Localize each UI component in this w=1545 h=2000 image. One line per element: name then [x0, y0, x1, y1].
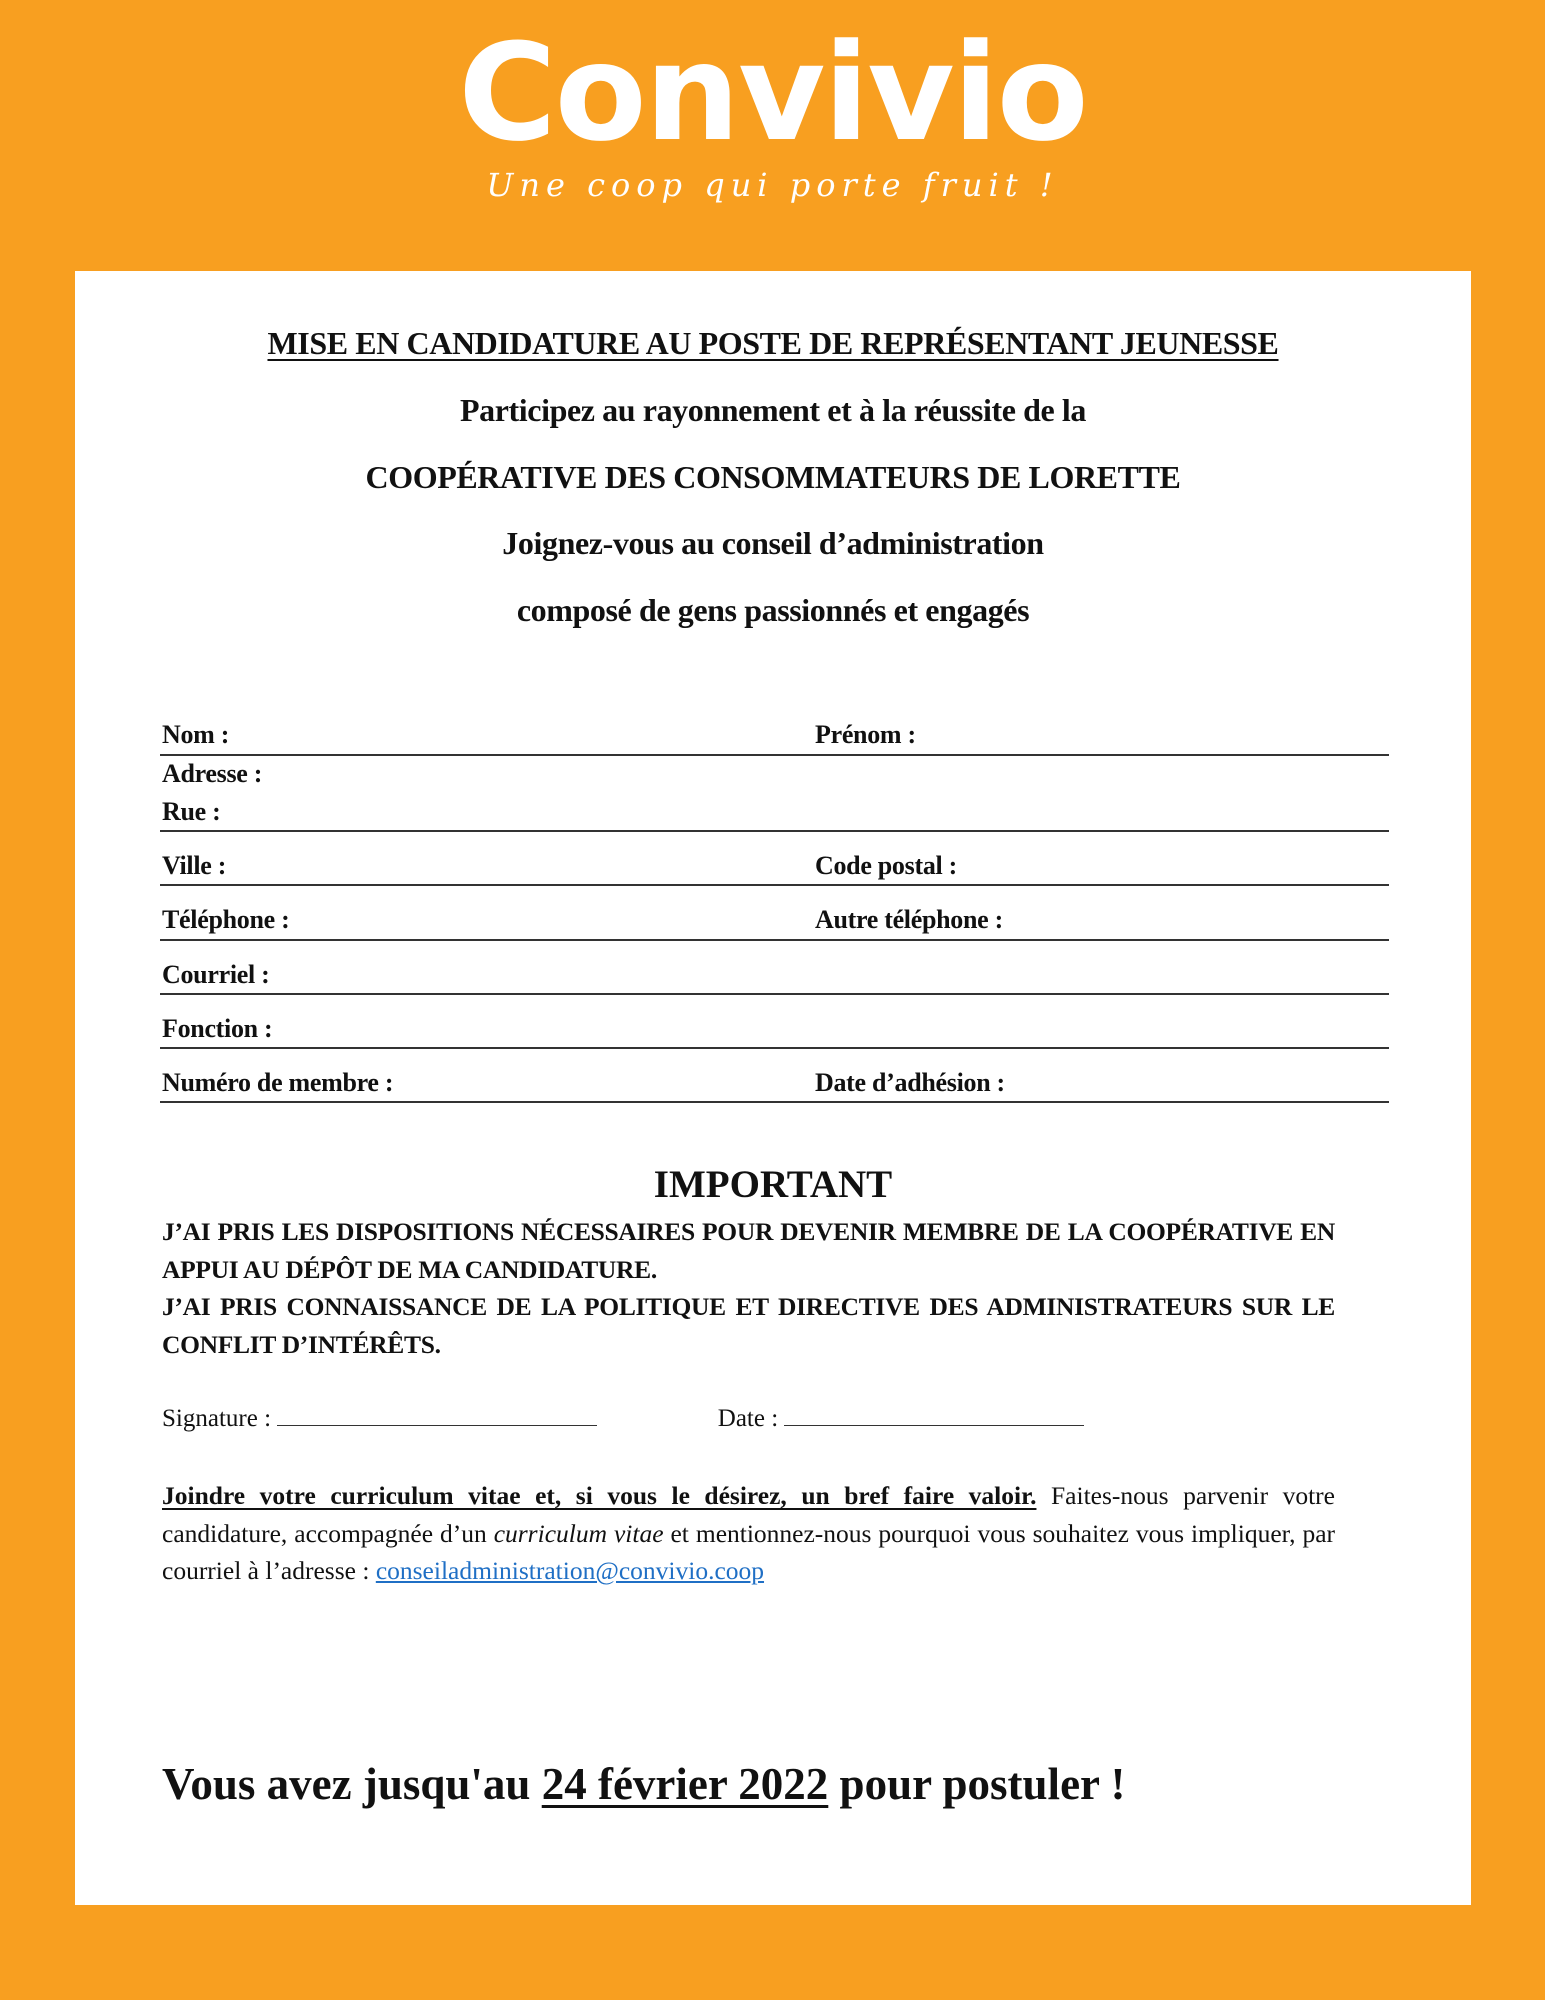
deadline-date: 24 février 2022 [541, 1759, 829, 1809]
fonction-field[interactable] [160, 1047, 1389, 1049]
brand-name: Convivio [458, 15, 1087, 171]
courriel-field[interactable] [160, 993, 1389, 995]
nom-field[interactable] [160, 754, 890, 756]
ville-label: Ville : [162, 851, 227, 880]
telephone-label: Téléphone : [162, 905, 290, 934]
ville-field[interactable] [160, 884, 815, 886]
statement-conflict-of-interest: J’AI PRIS CONNAISSANCE DE LA POLITIQUE ET DIRECTIVE DES ADMINISTRATEURS SUR LE CONFLIT D’INTÉRÊTS. [162, 1292, 1335, 1359]
statement-membership: J’AI PRIS LES DISPOSITIONS NÉCESSAIRES POUR DEVENIR MEMBRE DE LA COOPÉRATIVE EN APPUI AU DÉPÔT DE MA CANDIDATURE. [162, 1217, 1335, 1284]
prenom-label: Prénom : [815, 720, 916, 749]
header-line-1: Participez au rayonnement et à la réussite de la [459, 392, 1086, 428]
important-heading: IMPORTANT [653, 1163, 893, 1206]
header-line-4: composé de gens passionnés et engagés [516, 592, 1030, 628]
nom-label: Nom : [162, 720, 230, 749]
header-line-3: Joignez-vous au conseil d’administration [502, 525, 1044, 561]
important-statements [162, 1213, 1335, 1363]
instructions-paragraph: Joindre votre curriculum vitae et, si vous le désirez, un bref faire valoir. Faites-nous parvenir votre candidature, accompagnée d’un curriculum vitae et mentionnez-nous pourquoi vous souhaitez vous impliquer, par courriel à l’adresse : conseiladministration@convivio.coop [162, 1481, 1336, 1585]
rue-field[interactable] [160, 830, 1389, 832]
signature-label: Signature : [162, 1405, 272, 1432]
header-line-2: COOPÉRATIVE DES CONSOMMATEURS DE LORETTE [365, 459, 1181, 495]
brand-tagline: Une coop qui porte fruit ! [486, 166, 1059, 204]
courriel-label: Courriel : [162, 960, 270, 989]
date-label: Date : [717, 1405, 779, 1432]
rue-label: Rue : [162, 797, 221, 826]
date-adhesion-label: Date d’adhésion : [815, 1068, 1005, 1097]
signature-field[interactable] [277, 1403, 597, 1426]
signature-row [162, 1403, 1262, 1434]
numero-membre-label: Numéro de membre : [162, 1068, 394, 1097]
fonction-label: Fonction : [162, 1014, 273, 1043]
email-link[interactable]: conseiladministration@convivio.coop [375, 1556, 765, 1585]
code-postal-label: Code postal : [815, 851, 957, 880]
form-title: MISE EN CANDIDATURE AU POSTE DE REPRÉSENTANT JEUNESSE [267, 325, 1279, 361]
deadline-notice: Vous avez jusqu'au 24 février 2022 pour postuler ! [162, 1759, 1126, 1809]
prenom-field[interactable] [815, 754, 1389, 756]
numero-membre-field[interactable] [160, 1101, 815, 1103]
autre-telephone-field[interactable] [815, 939, 1389, 941]
date-adhesion-field[interactable] [815, 1101, 1389, 1103]
adresse-label: Adresse : [162, 759, 263, 788]
application-form-panel [75, 271, 1471, 1905]
brand-logo [0, 15, 1545, 204]
autre-telephone-label: Autre téléphone : [815, 905, 1003, 934]
date-field[interactable] [784, 1403, 1084, 1426]
cv-italic: curriculum vitae [493, 1518, 664, 1548]
instructions-lead: Joindre votre curriculum vitae et, si vous le désirez, un bref faire valoir. [162, 1481, 1037, 1510]
telephone-field[interactable] [160, 939, 815, 941]
code-postal-field[interactable] [815, 884, 1389, 886]
